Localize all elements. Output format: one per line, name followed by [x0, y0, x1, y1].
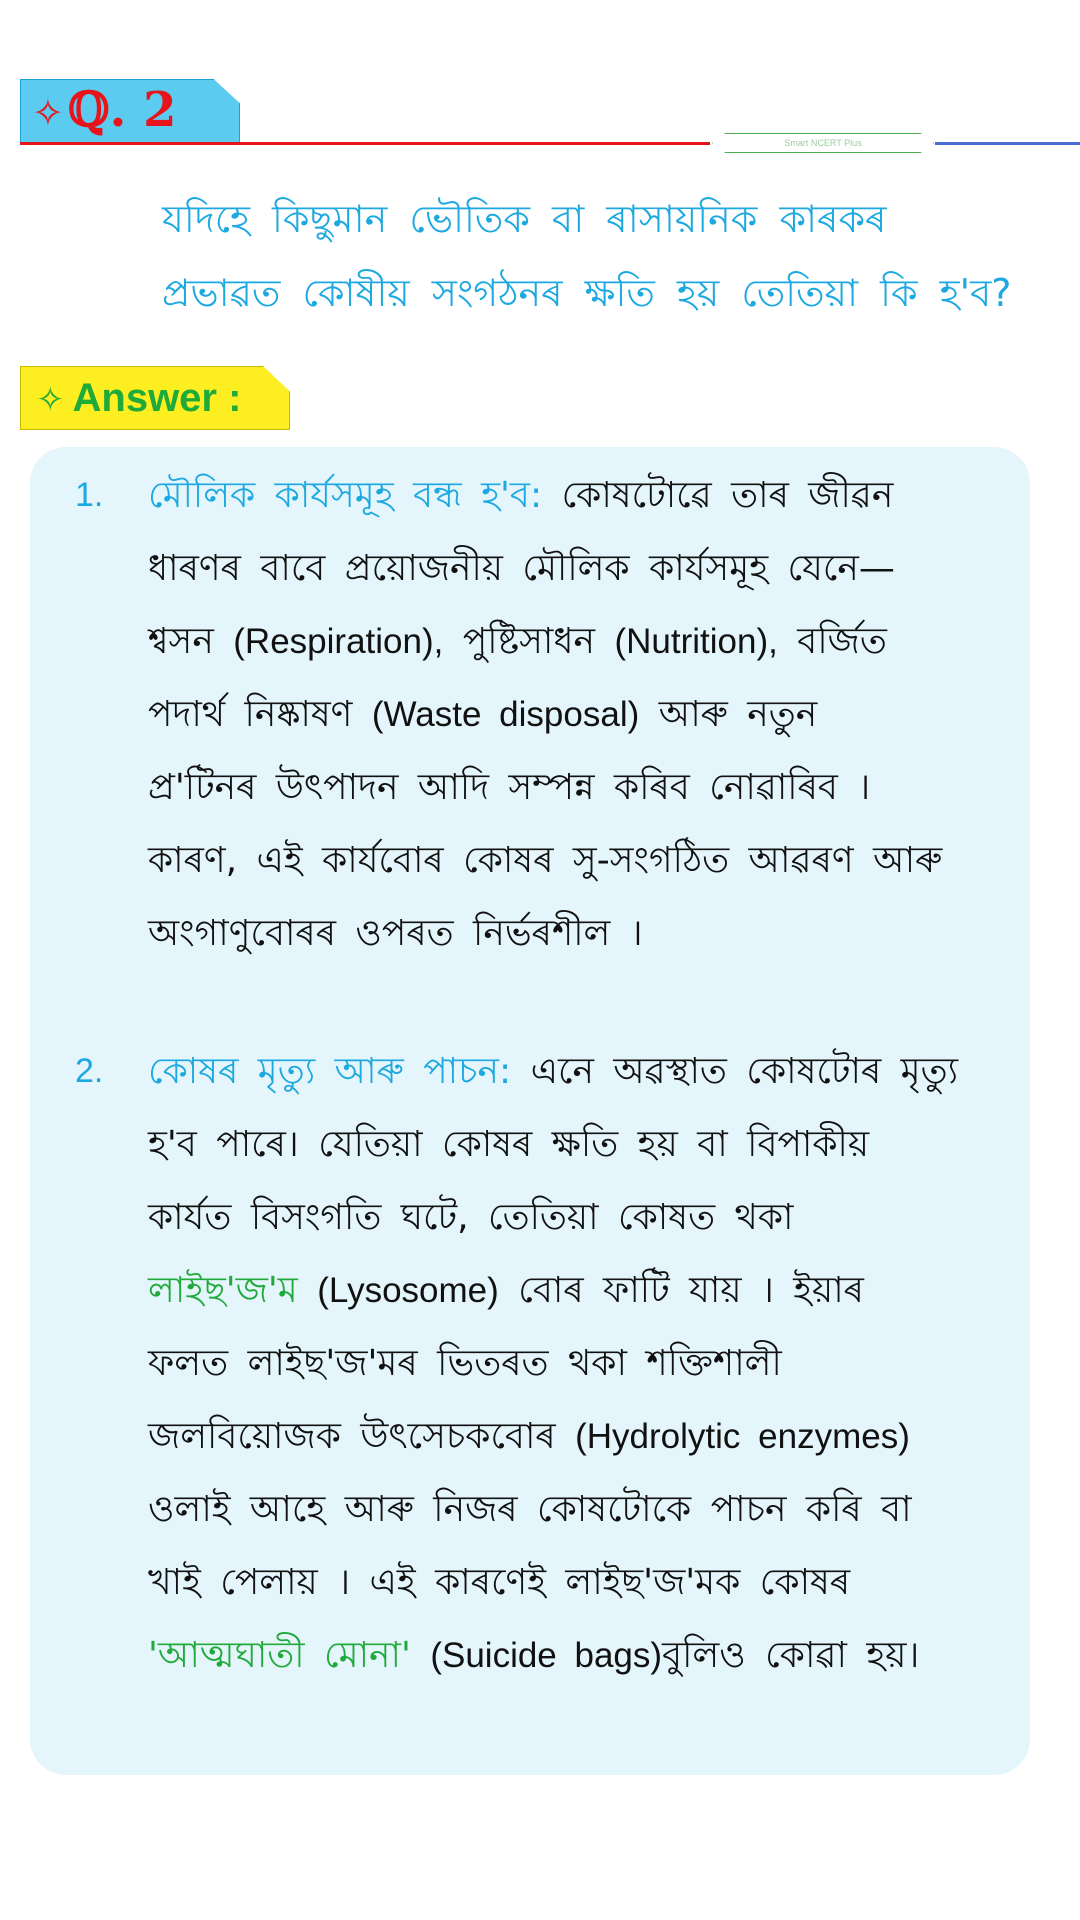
item-number: 1. [75, 476, 104, 514]
star-icon: ✧ [32, 91, 64, 135]
item-text: বৰ্জিত [797, 621, 887, 662]
highlight-term: লাইছ'জ'ম [148, 1270, 298, 1311]
item-text: এনে অৱস্থাত কোষটোৰ মৃত্যু [530, 1051, 959, 1092]
item-text: জলবিয়োজক উৎসেচকবোৰ [148, 1416, 556, 1457]
english-term: (Respiration), [233, 622, 444, 661]
watermark-text: Smart NCERT Plus [784, 138, 862, 148]
item-line [148, 1254, 1018, 1327]
item-text: আৰু নতুন [658, 694, 818, 735]
item-text: বোৰ ফাটি যায় । ইয়াৰ [518, 1270, 864, 1311]
question-label [32, 78, 176, 142]
item-line: ফলত লাইছ'জ'মৰ ভিতৰত থকা শক্তিশালী [148, 1343, 782, 1384]
english-term: (Waste disposal) [371, 695, 640, 734]
highlight-term: 'আত্মঘাতী মোনা' [148, 1635, 411, 1676]
item-line: প্ৰ'টিনৰ উৎপাদন আদি সম্পন্ন কৰিব নোৱাৰিব । [148, 767, 871, 808]
item-line: ওলাই আহে আৰু নিজৰ কোষটোকে পাচন কৰি বা [148, 1489, 912, 1530]
item-line [148, 605, 1018, 678]
question-text [162, 182, 1042, 330]
item-text: বুলিও কোৱা হয়। [662, 1635, 920, 1676]
answer-title: Answer : [72, 376, 242, 420]
item-line [148, 459, 1018, 532]
item-line [148, 678, 1018, 751]
item-line [148, 1035, 1018, 1108]
item-line: কাৰণ, এই কাৰ্যবোৰ কোষৰ সু-সংগঠিত আৱৰণ আৰু [148, 840, 943, 881]
question-number: ℚ. 2 [67, 82, 177, 138]
english-term: (Suicide bags) [430, 1636, 663, 1675]
item-body [148, 1035, 1018, 1692]
item-line [148, 1400, 1018, 1473]
item-line [148, 1619, 1018, 1692]
header-divider-blue [935, 142, 1080, 145]
question-line-1: যদিহে কিছুমান ভৌতিক বা ৰাসায়নিক কাৰকৰ [162, 197, 887, 241]
english-term: (Lysosome) [317, 1271, 499, 1310]
question-line-2: প্ৰভাৱত কোষীয় সংগঠনৰ ক্ষতি হয় তেতিয়া কি হ'ব? [162, 271, 1012, 315]
item-heading: কোষৰ মৃত্যু আৰু পাচন: [148, 1051, 512, 1092]
item-text: শ্বসন [148, 621, 214, 662]
item-text: কোষটোৱে তাৰ জীৱন [561, 475, 894, 516]
item-number: 2. [75, 1052, 104, 1090]
item-line: অংগাণুবোৰৰ ওপৰত নিৰ্ভৰশীল । [148, 913, 643, 954]
item-line: হ'ব পাৰে। যেতিয়া কোষৰ ক্ষতি হয় বা বিপাকীয় [148, 1124, 870, 1165]
item-text: পদাৰ্থ নিষ্কাষণ [148, 694, 353, 735]
star-icon: ✧ [36, 381, 65, 419]
item-heading: মৌলিক কাৰ্যসমূহ বন্ধ হ'ব: [148, 475, 543, 516]
answer-card [30, 447, 1030, 1775]
item-body [148, 459, 1018, 970]
item-line: কাৰ্যত বিসংগতি ঘটে, তেতিয়া কোষত থকা [148, 1197, 794, 1238]
answer-label [36, 366, 241, 430]
item-line: ধাৰণৰ বাবে প্ৰয়োজনীয় মৌলিক কাৰ্যসমূহ যেনে— [148, 548, 895, 589]
item-text: পুষ্টিসাধন [462, 621, 596, 662]
header-divider-red [20, 142, 710, 145]
english-term: (Nutrition), [614, 622, 778, 661]
item-line: খাই পেলায় । এই কাৰণেই লাইছ'জ'মক কোষৰ [148, 1562, 851, 1603]
english-term: (Hydrolytic enzymes) [575, 1417, 910, 1456]
